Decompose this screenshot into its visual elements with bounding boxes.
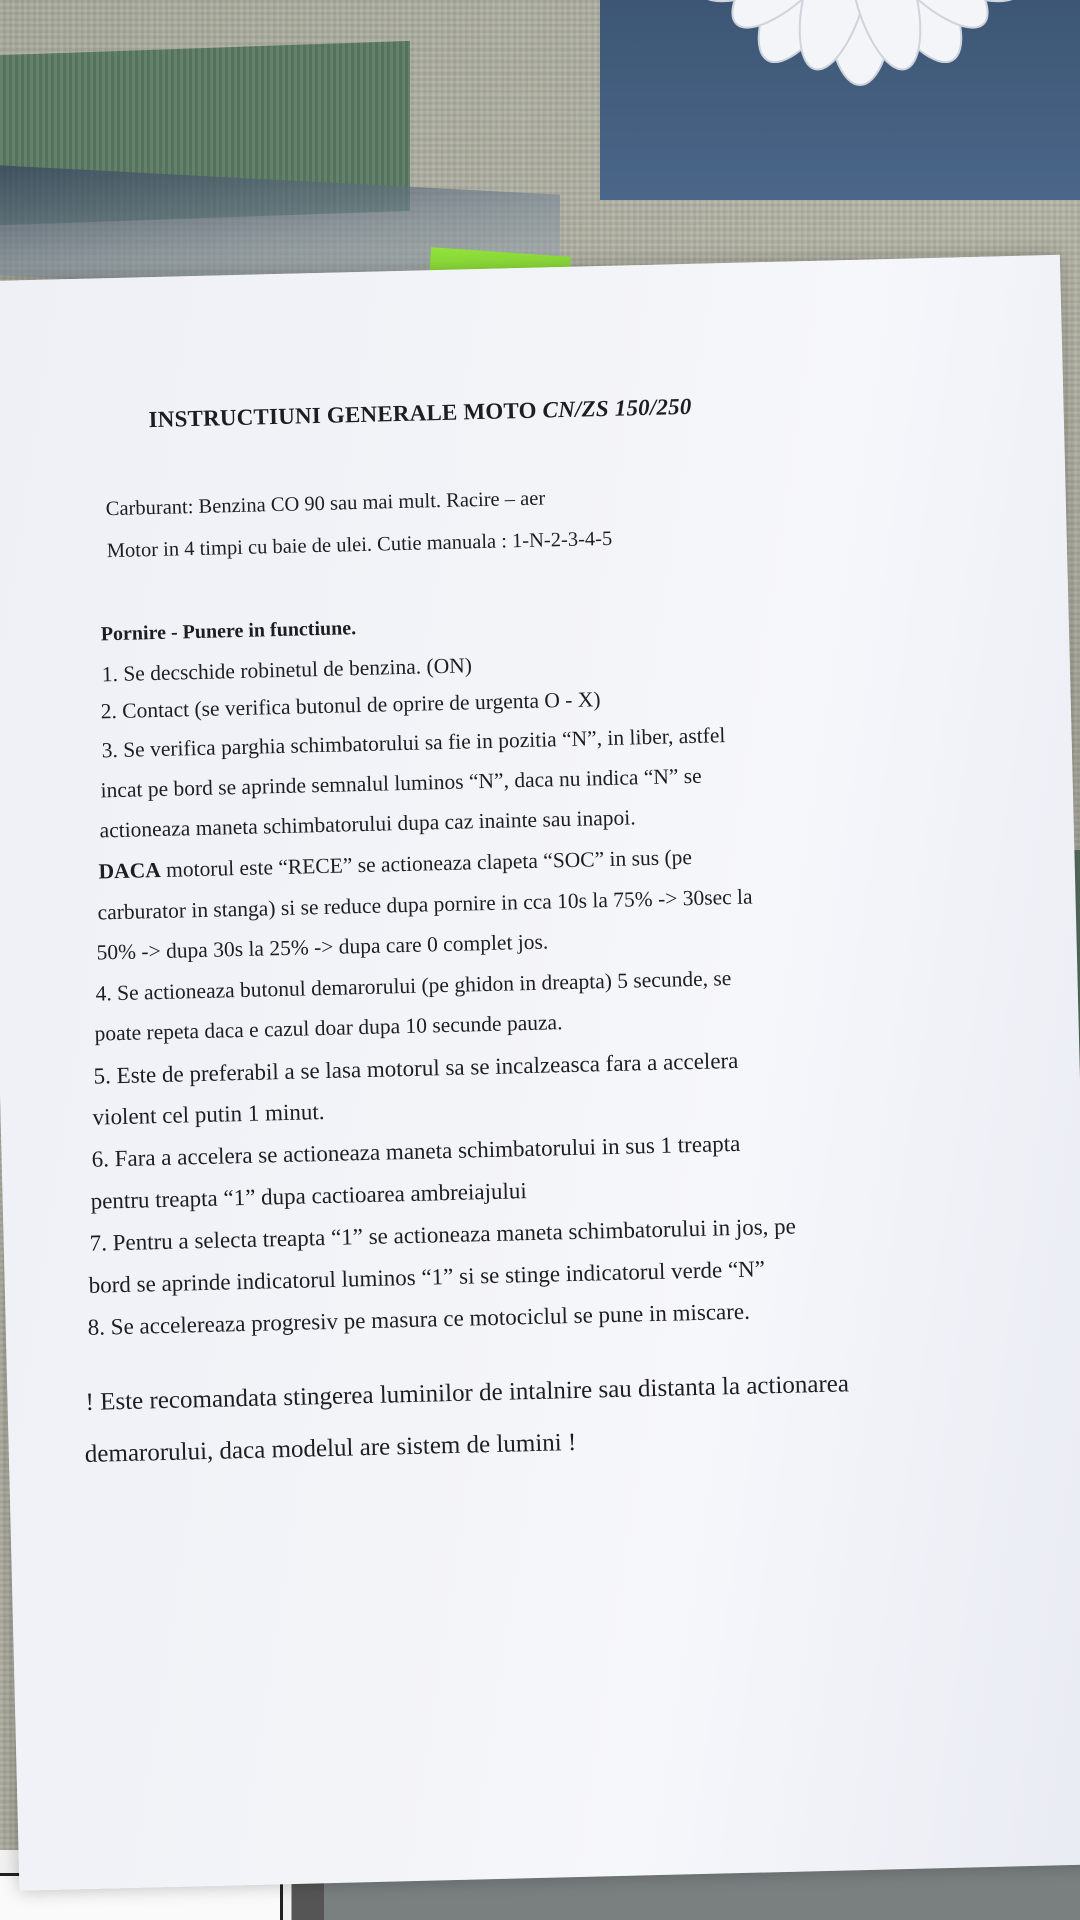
step-line: poate repeta daca e cazul doar dupa 10 secunde pauza. — [94, 1010, 563, 1046]
section-heading: Pornire - Punere in functiune. — [100, 617, 357, 646]
daca-label: DACA — [98, 857, 162, 884]
step-line: 4. Se actioneaza butonul demarorului (pe ghidon in dreapta) 5 secunde, se — [95, 966, 732, 1006]
step-line: pentru treapta “1” dupa cactioarea ambreiajului — [90, 1178, 527, 1214]
instruction-sheet — [0, 255, 1080, 1891]
step-line: bord se aprinde indicatorul luminos “1” si se stinge indicatorul verde “N” — [88, 1256, 766, 1298]
step-line: actioneaza maneta schimbatorului dupa caz inainte sau inapoi. — [99, 805, 636, 843]
warning-note-line-1: ! Este recomandata stingerea luminilor de intalnire sau distanta la actionarea — [85, 1370, 850, 1416]
step-line: 8. Se accelereaza progresiv pe masura ce motociclul se pune in miscare. — [87, 1298, 751, 1340]
daisy-flower-icon — [640, 0, 1080, 180]
spec-fuel: Carburant: Benzina CO 90 sau mai mult. Racire – aer — [105, 487, 546, 521]
step-line: 50% -> dupa 30s la 25% -> dupa care 0 complet jos. — [96, 929, 549, 965]
document-title — [148, 394, 692, 433]
step-line: 5. Este de preferabil a se lasa motorul sa se incalzeasca fara a accelera — [93, 1047, 739, 1089]
title-prefix: INSTRUCTIUNI GENERALE MOTO — [148, 397, 537, 433]
step-line: 7. Pentru a selecta treapta “1” se actioneaza maneta schimbatorului in jos, pe — [89, 1213, 797, 1256]
step-line: incat pe bord se aprinde semnalul luminos “N”, daca nu indica “N” se — [100, 763, 702, 803]
step-line: 3. Se verifica parghia schimbatorului sa fie in pozitia “N”, in liber, astfel — [101, 723, 726, 763]
step-line: 1. Se decschide robinetul de benzina. (ON) — [101, 653, 473, 687]
step-line: carburator in stanga) si se reduce dupa pornire in cca 10s la 75% -> 30sec la — [97, 884, 753, 925]
title-model: CN/ZS 150/250 — [542, 393, 692, 423]
step-line: 2. Contact (se verifica butonul de oprire de urgenta O - X) — [100, 687, 601, 724]
step-line: violent cel putin 1 minut. — [92, 1099, 325, 1130]
step-line-daca — [98, 845, 692, 884]
warning-note-line-2: demarorului, daca modelul are sistem de lumini ! — [84, 1428, 577, 1468]
spec-engine: Motor in 4 timpi cu baie de ulei. Cutie manuala : 1-N-2-3-4-5 — [106, 527, 613, 563]
step-line: 6. Fara a accelera se actioneaza maneta schimbatorului in sus 1 treapta — [91, 1130, 741, 1172]
step-line-text: motorul este “RECE” se actioneaza clapeta “SOC” in sus (pe — [165, 844, 693, 882]
